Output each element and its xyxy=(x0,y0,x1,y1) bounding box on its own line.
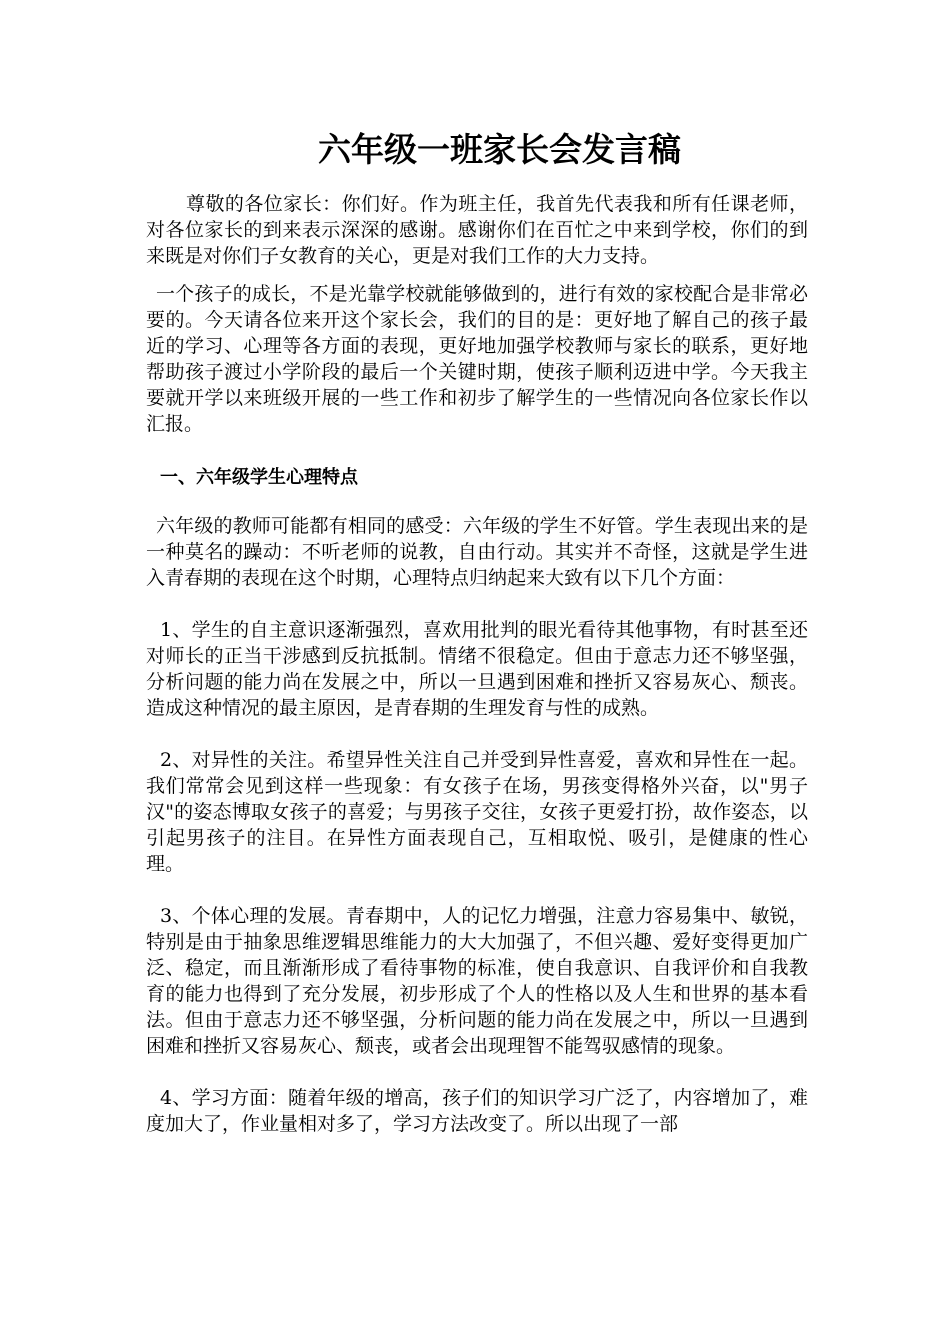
purpose-paragraph: 一个孩子的成长，不是光靠学校就能够做到的，进行有效的家校配合是非常必要的。今天请各位来开这个家长会，我们的目的是：更好地了解自己的孩子最近的学习、心理等各方面的表现，更好地加强学校教师与家长的联系，更好地帮助孩子渡过小学阶段的最后一个关键时期，使孩子顺利迈进中学。今天我主要就开学以来班级开展的一些工作和初步了解学生的一些情况向各位家长作以汇报。 xyxy=(146,283,808,435)
section-heading-psychology: 一、六年级学生心理特点 xyxy=(160,467,358,488)
list-item-3: 3、个体心理的发展。青春期中，人的记忆力增强，注意力容易集中、敏锐，特别是由于抽象思维逻辑思维能力的大大加强了，不但兴趣、爱好变得更加广泛、稳定，而且渐渐形成了看待事物的标准，使自我意识、自我评价和自我教育的能力也得到了充分发展，初步形成了个人的性格以及人生和世界的基本看法。但由于意志力还不够坚强，分析问题的能力尚在发展之中，所以一旦遇到困难和挫折又容易灰心、颓丧，或者会出现理智不能驾驭感情的现象。 xyxy=(146,905,808,1057)
intro-paragraph: 尊敬的各位家长：你们好。作为班主任，我首先代表我和所有任课老师，对各位家长的到来表示深深的感谢。感谢你们在百忙之中来到学校，你们的到来既是对你们子女教育的关心，更是对我们工作的大力支持。 xyxy=(146,193,808,267)
psychology-intro-paragraph: 六年级的教师可能都有相同的感受：六年级的学生不好管。学生表现出来的是一种莫名的躁动：不听老师的说教，自由行动。其实并不奇怪，这就是学生进入青春期的表现在这个时期，心理特点归纳起来大致有以下几个方面： xyxy=(146,515,808,589)
document-title: 六年级一班家长会发言稿 xyxy=(318,130,681,169)
list-item-1: 1、学生的自主意识逐渐强烈，喜欢用批判的眼光看待其他事物，有时甚至还对师长的正当干涉感到反抗抵制。情绪不很稳定。但由于意志力还不够坚强，分析问题的能力尚在发展之中，所以一旦遇到困难和挫折又容易灰心、颓丧。造成这种情况的最主原因，是青春期的生理发育与性的成熟。 xyxy=(146,619,808,719)
list-item-2: 2、对异性的关注。希望异性关注自己并受到异性喜爱，喜欢和异性在一起。我们常常会见到这样一些现象：有女孩子在场，男孩变得格外兴奋，以"男子汉"的姿态博取女孩子的喜爱；与男孩子交往，女孩子更爱打扮，故作姿态，以引起男孩子的注目。在异性方面表现自己，互相取悦、吸引，是健康的性心理。 xyxy=(146,749,808,875)
list-item-4: 4、学习方面：随着年级的增高，孩子们的知识学习广泛了，内容增加了，难度加大了，作业量相对多了，学习方法改变了。所以出现了一部 xyxy=(146,1087,808,1135)
document-page xyxy=(146,126,808,1137)
